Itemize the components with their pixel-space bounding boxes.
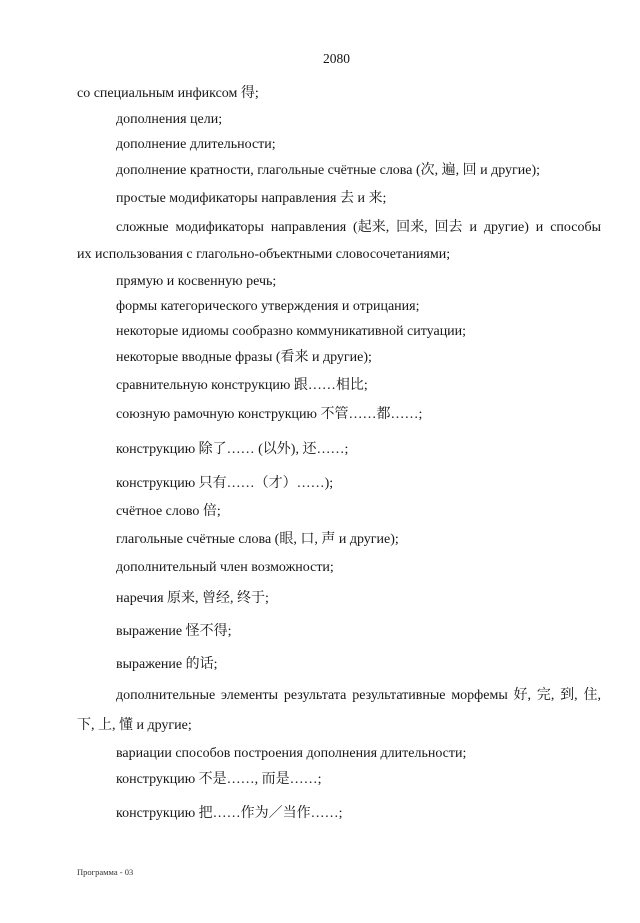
list-item: конструкцию 把……作为／当作……; <box>116 806 343 821</box>
list-item: дополнительный член возможности; <box>116 560 334 575</box>
list-item: выражение 的话; <box>116 657 218 672</box>
list-item: дополнение кратности, глагольные счётные слова (次, 遍, 回 и другие); <box>116 163 541 178</box>
continuation-line: 下, 上, 懂 и другие; <box>77 718 192 733</box>
list-item: конструкцию 只有……（才）……); <box>116 476 334 491</box>
list-item: некоторые идиомы сообразно коммуникативной ситуации; <box>116 324 467 339</box>
list-item: выражение 怪不得; <box>116 624 232 639</box>
list-item: вариации способов построения дополнения длительности; <box>116 746 467 761</box>
list-item: наречия 原来, 曾经, 终于; <box>116 591 269 606</box>
list-item: счётное слово 倍; <box>116 504 221 519</box>
page-number: 2080 <box>323 51 350 66</box>
list-item: дополнение длительности; <box>116 137 276 152</box>
list-item: некоторые вводные фразы (看来 и другие); <box>116 350 372 365</box>
list-item: сложные модификаторы направления (起来, 回来, 回去 и другие) и способы <box>116 220 601 235</box>
list-item: дополнения цели; <box>116 112 223 127</box>
footer-label: Программа - 03 <box>77 867 134 877</box>
intro-line: со специальным инфиксом 得; <box>77 86 259 101</box>
list-item: сравнительную конструкцию 跟……相比; <box>116 378 368 393</box>
list-item: глагольные счётные слова (眼, 口, 声 и другие); <box>116 532 399 547</box>
continuation-line: их использования с глагольно-объектными словосочетаниями; <box>77 247 451 262</box>
list-item: простые модификаторы направления 去 и 来; <box>116 191 387 206</box>
list-item: дополнительные элементы результата результативные морфемы 好, 完, 到, 住, <box>116 688 601 703</box>
list-item: формы категорического утверждения и отрицания; <box>116 299 420 314</box>
list-item: конструкцию 不是……, 而是……; <box>116 772 322 787</box>
list-item: конструкцию 除了…… (以外), 还……; <box>116 442 349 457</box>
list-item: прямую и косвенную речь; <box>116 274 277 289</box>
list-item: союзную рамочную конструкцию 不管……都……; <box>116 407 423 422</box>
